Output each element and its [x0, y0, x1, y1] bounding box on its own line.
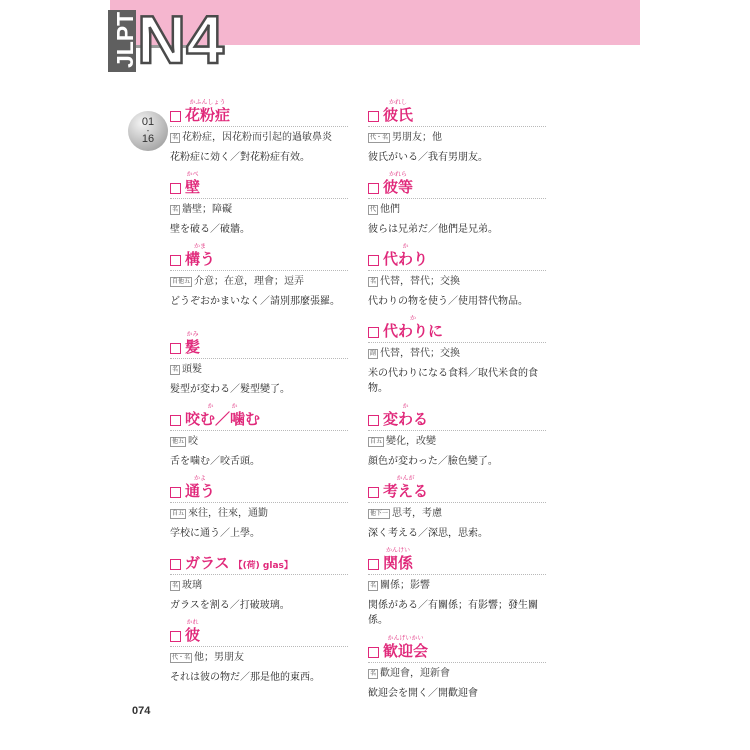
headword — [185, 171, 201, 198]
vocab-entry — [170, 244, 348, 309]
entry-header — [170, 172, 348, 199]
track-number-bottom: 16 — [141, 133, 155, 145]
furigana: かんが — [396, 475, 415, 482]
checkbox[interactable] — [368, 647, 379, 658]
headword — [185, 619, 201, 646]
headword — [383, 635, 429, 662]
definition-text: 他們 — [380, 204, 401, 215]
vocab-entry — [368, 636, 546, 701]
headword-text: 髪 — [185, 338, 201, 356]
definition-line — [170, 203, 348, 217]
definition-text: 歡迎會，迎新會 — [380, 668, 451, 679]
vocab-entry — [368, 244, 546, 309]
headword — [383, 243, 429, 270]
headword — [185, 475, 216, 502]
furigana: か — [402, 403, 409, 410]
example-sentence: 代わりの物を使う／使用替代物品。 — [368, 296, 528, 307]
example-sentence: 彼氏がいる／我有男朋友。 — [368, 152, 488, 163]
part-of-speech-tag: 代 — [370, 206, 377, 213]
vocab-entry — [368, 316, 546, 396]
definition-text: 思考，考慮 — [392, 508, 443, 519]
entry-header — [368, 476, 546, 503]
furigana: かんげいかい — [387, 635, 424, 642]
part-of-speech-tag: 代・名 — [172, 654, 191, 661]
example-sentence: 深く考える／深思，思索。 — [368, 528, 488, 539]
headword-text: 代わり — [383, 250, 429, 268]
example-sentence: 関係がある／有關係；有影響；發生關係。 — [368, 600, 538, 626]
headword-text: 通う — [185, 482, 216, 500]
definition-text: 頭髮 — [182, 364, 203, 375]
part-of-speech-tag: 名 — [172, 206, 179, 213]
headword-text: 歓迎会 — [383, 642, 429, 660]
entry-header — [368, 548, 546, 575]
headword-text: 壁 — [185, 178, 201, 196]
headword — [185, 331, 201, 358]
definition-text: 男朋友；他 — [392, 132, 443, 143]
part-of-speech-tag: 自他五 — [172, 278, 191, 285]
track-separator: - — [146, 126, 150, 135]
headword-text: 考える — [383, 482, 429, 500]
definition-text: 關係；影響 — [380, 580, 431, 591]
definition-line — [368, 347, 546, 361]
definition-line — [170, 275, 348, 289]
checkbox[interactable] — [170, 415, 181, 426]
part-of-speech-tag: 副 — [370, 350, 377, 357]
definition-text: 代替，替代；交換 — [380, 276, 461, 287]
furigana: かふんしょう — [189, 99, 226, 106]
checkbox[interactable] — [368, 183, 379, 194]
entry-header — [170, 476, 348, 503]
definition-line — [170, 363, 348, 377]
part-of-speech-tag: 代・名 — [370, 134, 389, 141]
checkbox[interactable] — [368, 327, 379, 338]
vocab-entry — [170, 332, 348, 397]
audio-track-badge[interactable] — [128, 111, 168, 151]
checkbox[interactable] — [170, 183, 181, 194]
checkbox[interactable] — [170, 487, 181, 498]
furigana: かれ — [186, 619, 199, 626]
entry-header — [170, 332, 348, 359]
vocab-entry — [368, 100, 546, 165]
headword-text: 彼氏 — [383, 106, 414, 124]
entry-header — [368, 636, 546, 663]
furigana: かよ — [194, 475, 207, 482]
entry-header — [170, 244, 348, 271]
furigana: かま — [194, 243, 207, 250]
example-sentence: ガラスを割る／打破玻璃。 — [170, 600, 290, 611]
checkbox[interactable] — [368, 415, 379, 426]
checkbox[interactable] — [170, 343, 181, 354]
checkbox[interactable] — [170, 255, 181, 266]
definition-text: 代替，替代；交換 — [380, 348, 461, 359]
level-title: N4 — [137, 2, 224, 78]
definition-line — [368, 507, 546, 521]
headword — [383, 547, 414, 574]
headword — [185, 99, 231, 126]
vocab-entry — [170, 620, 348, 685]
headword-text: 花粉症 — [185, 106, 231, 124]
headword — [383, 475, 429, 502]
furigana: かべ — [186, 171, 199, 178]
definition-line — [170, 579, 348, 593]
part-of-speech-tag: 自五 — [172, 510, 185, 517]
definition-line — [170, 651, 348, 665]
furigana: かんけい — [386, 547, 411, 554]
definition-text: 他；男朋友 — [194, 652, 245, 663]
definition-line — [170, 507, 348, 521]
checkbox[interactable] — [368, 559, 379, 570]
definition-line — [368, 131, 546, 145]
example-sentence: 顔色が変わった／臉色變了。 — [368, 456, 498, 467]
definition-text: 介意；在意，理會；逗弄 — [194, 276, 305, 287]
furigana: かれら — [389, 171, 408, 178]
headword — [185, 243, 216, 270]
headword-text: 変わる — [383, 410, 429, 428]
example-sentence: 学校に通う／上學。 — [170, 528, 260, 539]
part-of-speech-tag: 名 — [370, 670, 377, 677]
track-number-top: 01 — [141, 116, 155, 128]
definition-text: 變化，改變 — [386, 436, 437, 447]
headword — [383, 403, 429, 430]
vocab-entry — [170, 100, 348, 165]
page-number: 074 — [132, 705, 151, 717]
part-of-speech-tag: 名 — [172, 582, 179, 589]
entry-header — [170, 100, 348, 127]
part-of-speech-tag: 自五 — [370, 438, 383, 445]
entry-header — [368, 172, 546, 199]
headword — [383, 99, 414, 126]
definition-text: 牆壁；障礙 — [182, 204, 233, 215]
part-of-speech-tag: 名 — [172, 366, 179, 373]
headword-text: 代わりに — [383, 322, 444, 340]
part-of-speech-tag: 他五 — [172, 438, 185, 445]
entry-header — [368, 244, 546, 271]
entry-header — [368, 316, 546, 343]
vocab-entry — [368, 476, 546, 541]
definition-line — [170, 131, 348, 145]
vocab-entry — [368, 404, 546, 469]
definition-line — [368, 579, 546, 593]
definition-text: 咬 — [188, 436, 199, 447]
definition-line — [170, 435, 348, 449]
part-of-speech-tag: 名 — [370, 278, 377, 285]
headword — [383, 315, 444, 342]
furigana: か か — [207, 403, 238, 410]
example-sentence: 髪型が変わる／髮型變了。 — [170, 384, 290, 395]
definition-text: 花粉症，因花粉而引起的過敏鼻炎 — [182, 132, 333, 143]
entry-header — [368, 100, 546, 127]
furigana: か — [402, 243, 409, 250]
example-sentence: 花粉症に効く／對花粉症有效。 — [170, 152, 310, 163]
example-sentence: 壁を破る／破牆。 — [170, 224, 250, 235]
definition-line — [368, 667, 546, 681]
example-sentence: 舌を噛む／咬舌頭。 — [170, 456, 260, 467]
checkbox[interactable] — [170, 631, 181, 642]
vocab-entry — [170, 476, 348, 541]
vocab-entry — [170, 172, 348, 237]
headword — [185, 403, 261, 430]
definition-line — [368, 203, 546, 217]
entry-header — [170, 548, 348, 575]
definition-text: 來往，往來，通勤 — [188, 508, 269, 519]
furigana: かみ — [186, 331, 199, 338]
furigana: かれし — [389, 99, 408, 106]
headword-text: 彼等 — [383, 178, 414, 196]
example-sentence: どうぞおかまいなく／請別那麼張羅。 — [170, 296, 340, 307]
headword-text: 関係 — [383, 554, 414, 572]
headword-text: 彼 — [185, 626, 201, 644]
jlpt-label: JLPT — [112, 11, 138, 68]
example-sentence: 彼らは兄弟だ／他們是兄弟。 — [368, 224, 498, 235]
example-sentence: 米の代わりになる食料／取代米食的食物。 — [368, 368, 538, 394]
vocab-entry — [170, 548, 348, 613]
checkbox[interactable] — [170, 111, 181, 122]
definition-line — [368, 275, 546, 289]
vocab-entry — [368, 548, 546, 628]
checkbox[interactable] — [368, 487, 379, 498]
checkbox[interactable] — [368, 111, 379, 122]
part-of-speech-tag: 名 — [172, 134, 179, 141]
entry-header — [170, 620, 348, 647]
headword-text: ガラス — [185, 554, 230, 572]
word-origin: 【(荷) glas】 — [233, 561, 293, 571]
checkbox[interactable] — [170, 559, 181, 570]
entry-header — [170, 404, 348, 431]
entry-header — [368, 404, 546, 431]
headword-text: 構う — [185, 250, 216, 268]
headword-text: 咬む／噛む — [185, 410, 261, 428]
part-of-speech-tag: 他下一 — [370, 510, 389, 517]
headword — [383, 171, 414, 198]
vocab-entry — [170, 404, 348, 469]
furigana: か — [410, 315, 417, 322]
example-sentence: それは彼の物だ／那是他的東西。 — [170, 672, 320, 683]
definition-line — [368, 435, 546, 449]
headword — [185, 555, 230, 574]
part-of-speech-tag: 名 — [370, 582, 377, 589]
checkbox[interactable] — [368, 255, 379, 266]
vocab-entry — [368, 172, 546, 237]
definition-text: 玻璃 — [182, 580, 203, 591]
example-sentence: 歓迎会を開く／開歡迎會 — [368, 688, 478, 699]
